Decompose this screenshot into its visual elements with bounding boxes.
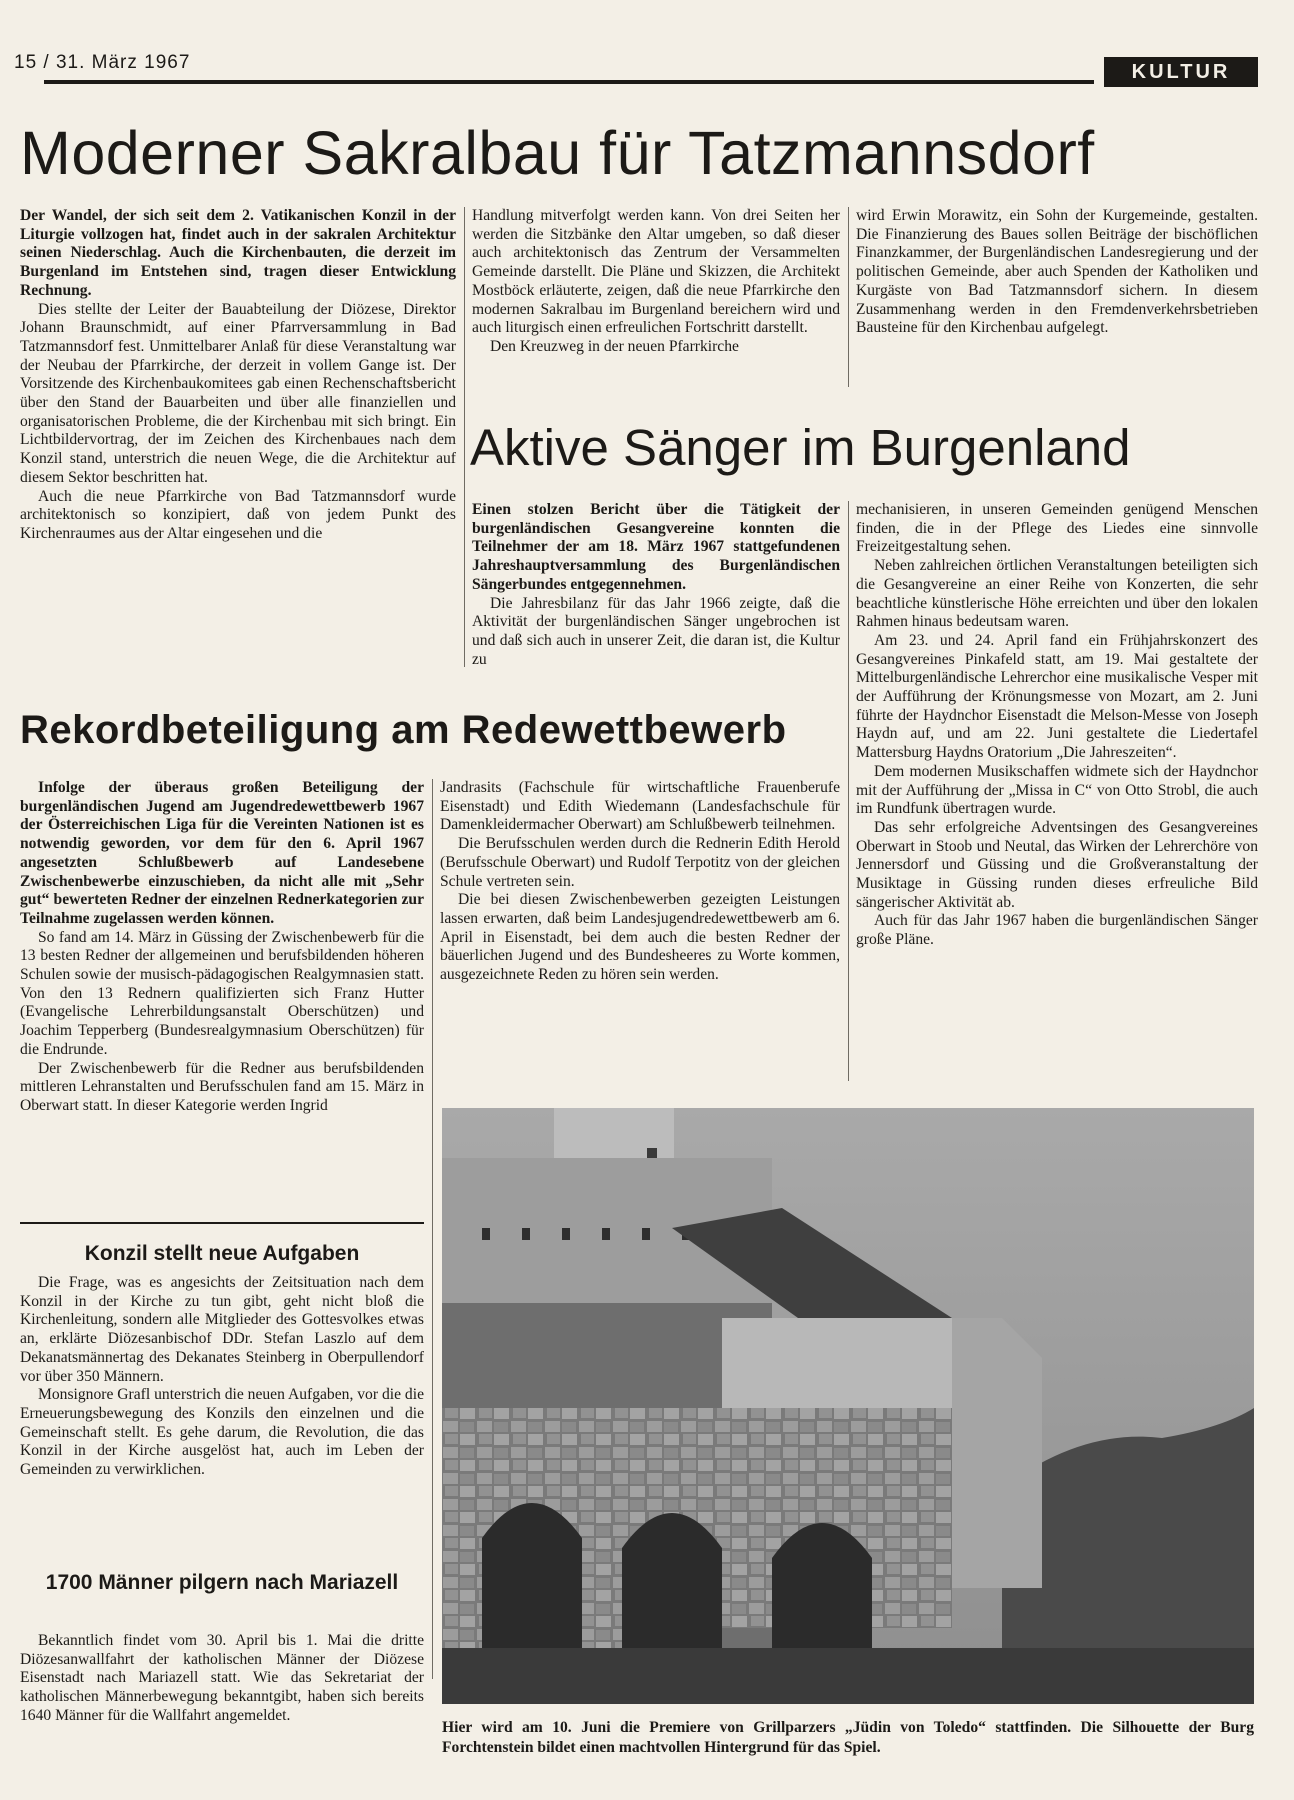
article1-column-1 — [20, 207, 456, 544]
article2-column-2 — [856, 501, 1258, 950]
article1-lead: Der Wandel, der sich seit dem 2. Vatikanischen Konzil in der Liturgie vollzogen hat, findet auch in der sakralen Architektur seinen Niederschlag. Auch die Kirchenbauten, die derzeit im Burgenland im Entstehen sind, tragen dieser Entwicklung Rechnung. — [20, 207, 456, 299]
article2-paragraph: Auch für das Jahr 1967 haben die burgenländischen Sänger große Pläne. — [856, 912, 1258, 949]
article1-column-2 — [472, 207, 840, 357]
article2-paragraph: Die Jahresbilanz für das Jahr 1966 zeigte, daß die Aktivität der burgenländischen Sänger ungebrochen ist und daß sich auch in unserer Zeit, die daran ist, die Kultur zu — [472, 594, 840, 668]
article1-column-3 — [856, 207, 1258, 338]
article2-paragraph: Neben zahlreichen örtlichen Veranstaltungen beteiligten sich die Gesangvereine an einer Reihe von Konzerten, die sehr beachtliche künstlerische Höhe erreichten und über den lokalen Rahmen hinaus bedeutsam waren. — [856, 557, 1258, 631]
article2-lead: Einen stolzen Bericht über die Tätigkeit der burgenländischen Gesangvereine konnten die Teilnehmer der am 18. März 1967 stattgefundenen Jahreshauptversammlung des Burgenländischen Sängerbundes entgegennehmen. — [472, 501, 840, 593]
article2-paragraph: Am 23. und 24. April fand ein Frühjahrskonzert des Gesangvereines Pinkafeld statt, am 19. Mai gestaltete der Mittelburgenländische Lehrerchor eine musikalische Vesper mit der Aufführung der Krönungsmesse von Mozart, am 2. Juni führte der Haydnchor Eisenstadt die Melson-Messe von Joseph Haydn auf, und am 22. Juni gestaltete die Liedertafel Mattersburg Haydns Oratorium „Die Jahreszeiten“. — [856, 631, 1258, 762]
headline-mariazell: 1700 Männer pilgern nach Mariazell — [45, 1571, 399, 1594]
article5-body — [20, 1632, 424, 1726]
article3-paragraph: Der Zwischenbewerb für die Redner aus berufsbildenden mittleren Lehranstalten und Berufsschulen fand am 15. März in Oberwart statt. In dieser Kategorie werden Ingrid — [20, 1059, 424, 1114]
article3-paragraph: So fand am 14. März in Güssing der Zwischenbewerb für die 13 besten Redner der allgemeinen und berufsbildenden höheren Schulen sowie der musisch-pädagogischen Realgymnasien statt. Von den 13 Rednern qualifizierten sich Franz Hutter (Evangelische Lehrerbildungsanstalt Oberschützen) und Joachim Tepperberg (Bundesrealgymnasium Oberschützen) für die Endrunde. — [20, 928, 424, 1058]
page-number-date: 15 / 31. März 1967 — [14, 52, 191, 73]
article3-paragraph: Jandrasits (Fachschule für wirtschaftliche Frauenberufe Eisenstadt) und Edith Wiedemann (Landesfachschule für Damenkleidermacher Oberwart) am Schlußbewerb teilnehmen. — [440, 779, 840, 834]
headline-redewettbewerb: Rekordbeteiligung am Redewettbewerb — [20, 708, 787, 752]
column-divider — [848, 207, 849, 387]
article4-paragraph: Monsignore Grafl unterstrich die neuen Aufgaben, vor die die Erneuerungsbewegung des Konzils den einzelnen und die Gemeinschaft stellt. Es gehe darum, die Revolution, die das Konzil in der Kirche ausgelöst hat, auch im Leben der Gemeinden zu verwirklichen. — [20, 1386, 424, 1479]
article2-paragraph: Das sehr erfolgreiche Adventsingen des Gesangvereines Oberwart in Stoob und Neutal, das Wirken der Lehrerchöre von Jennersdorf und Güssing und die Großveranstaltung der Musiktage in Güssing runden dieses erfreuliche Bild sängerischer Aktivität ab. — [856, 818, 1258, 911]
column-divider — [464, 207, 465, 667]
sidebar-rule — [20, 1222, 424, 1224]
article3-column-1 — [20, 779, 424, 1116]
article3-paragraph: Die bei diesen Zwischenbewerben gezeigten Leistungen lassen erwarten, daß beim Landesjugendredewettbewerb am 6. April in Eisenstadt, bei dem auch die besten Redner der bäuerlichen Jugend und des Bundesheeres zu Worte kommen, ausgezeichnete Reden zu hören sein werden. — [440, 891, 840, 984]
header-rule — [44, 80, 1094, 84]
photo-burg-forchtenstein — [442, 1108, 1254, 1704]
castle-photo-illustration — [442, 1108, 1254, 1704]
headline-konzil: Konzil stellt neue Aufgaben — [84, 1242, 360, 1265]
headline-saenger: Aktive Sänger im Burgenland — [470, 419, 1131, 476]
article2-paragraph: mechanisieren, in unseren Gemeinden genügend Menschen finden, die in der Pflege des Liedes eine sinnvolle Freizeitgestaltung sehen. — [856, 501, 1258, 556]
article3-column-2 — [440, 779, 840, 985]
article1-paragraph: Den Kreuzweg in der neuen Pfarrkirche — [490, 337, 739, 355]
headline-sakralbau: Moderner Sakralbau für Tatzmannsdorf — [20, 119, 1095, 187]
article5-paragraph: Bekanntlich findet vom 30. April bis 1. Mai die dritte Diözesanwallfahrt der katholischen Männer der Diözese Eisenstadt nach Mariazell statt. Wie das Sekretariat der katholischen Männerbewegung bekanntgibt, haben sich bereits 1640 Männer für die Wallfahrt angemeldet. — [20, 1632, 424, 1724]
section-label: KULTUR — [1104, 57, 1258, 87]
column-divider — [432, 779, 433, 1679]
article4-paragraph: Die Frage, was es angesichts der Zeitsituation nach dem Konzil in der Kirche zu tun gibt, geht nicht bloß die Kirchenleitung, sondern alle Mitglieder des Gottesvolkes etwas an, erklärte Diözesanbischof DDr. Stefan Laszlo auf dem Dekanatsmännertag des Dekanates Steinberg in Oberpullendorf vor über 350 Männern. — [20, 1274, 424, 1385]
column-divider — [848, 501, 849, 1081]
article2-column-1 — [472, 501, 840, 669]
article2-paragraph: Dem modernen Musikschaffen widmete sich der Haydnchor mit der Aufführung der „Missa in C“ von Otto Strobl, die auch im Rundfunk übertragen wurde. — [856, 762, 1258, 818]
article1-paragraph: Dies stellte der Leiter der Bauabteilung der Diözese, Direktor Johann Braunschmidt, auf einer Pfarrversammlung in Bad Tatzmannsdorf fest. Unmittelbarer Anlaß für diese Veranstaltung war der Neubau der Pfarrkirche, der derzeit in vollem Gange ist. Der Vorsitzende des Kirchenbaukomitees gab einen Rechenschaftsbericht über den Stand der Bauarbeiten und über alle finanziellen und organisatorischen Probleme, die der Kirchenbau mit sich bringt. Ein Lichtbildervortrag, der im Zeichen des Kirchenbaues nach dem Konzil stand, unterstrich die neuen Wege, die die Architektur auf diesem Sektor beschritten hat. — [20, 300, 456, 486]
article1-paragraph: Handlung mitverfolgt werden kann. Von drei Seiten her werden die Sitzbänke den Altar umgeben, so daß dieser auch architektonisch das Zentrum der Versammelten Gemeinde darstellt. Die Pläne und Skizzen, die Architekt Mostböck erläuterte, zeigen, daß die neue Pfarrkirche den modernen Sakralbau im Burgenland bereichern wird und auch liturgisch einen erfreulichen Fortschritt darstellt. — [472, 207, 840, 337]
article3-paragraph: Die Berufsschulen werden durch die Rednerin Edith Herold (Berufsschule Oberwart) und Rudolf Terpotitz von der gleichen Schule vertreten sein. — [440, 835, 840, 890]
photo-caption: Hier wird am 10. Juni die Premiere von Grillparzers „Jüdin von Toledo“ stattfinden. Die Silhouette der Burg Forchtenstein bildet einen machtvollen Hintergrund für das Spiel. — [442, 1719, 1254, 1756]
article1-paragraph: wird Erwin Morawitz, ein Sohn der Kurgemeinde, gestalten. Die Finanzierung des Baues sollen Beiträge der bischöflichen Finanzkammer, der Burgenländischen Landesregierung und der politischen Gemeinde, aber auch Spenden der Katholiken und Kurgäste von Bad Tatzmannsdorf sichern. In diesem Zusammenhang werden in den Fremdenverkehrsbetrieben Bausteine für den Kirchenbau aufgelegt. — [856, 207, 1258, 337]
article1-paragraph: Auch die neue Pfarrkirche von Bad Tatzmannsdorf wurde architektonisch so konzipiert, daß von jedem Punkt des Kirchenraumes aus der Altar eingesehen und die — [20, 487, 456, 542]
article4-body — [20, 1274, 424, 1480]
article3-lead: Infolge der überaus großen Beteiligung der burgenländischen Jugend am Jugendredewettbewerb 1967 der Österreichischen Liga für die Vereinten Nationen ist es notwendig geworden, vor dem für den 6. April 1967 angesetzten Schlußbewerb auf Landesebene Zwischenbewerbe einzuschieben, da nicht alle mit „Sehr gut“ bewerteten Redner der einzelnen Rednerkategorien zur Teilnahme zugelassen werden können. — [20, 779, 424, 927]
